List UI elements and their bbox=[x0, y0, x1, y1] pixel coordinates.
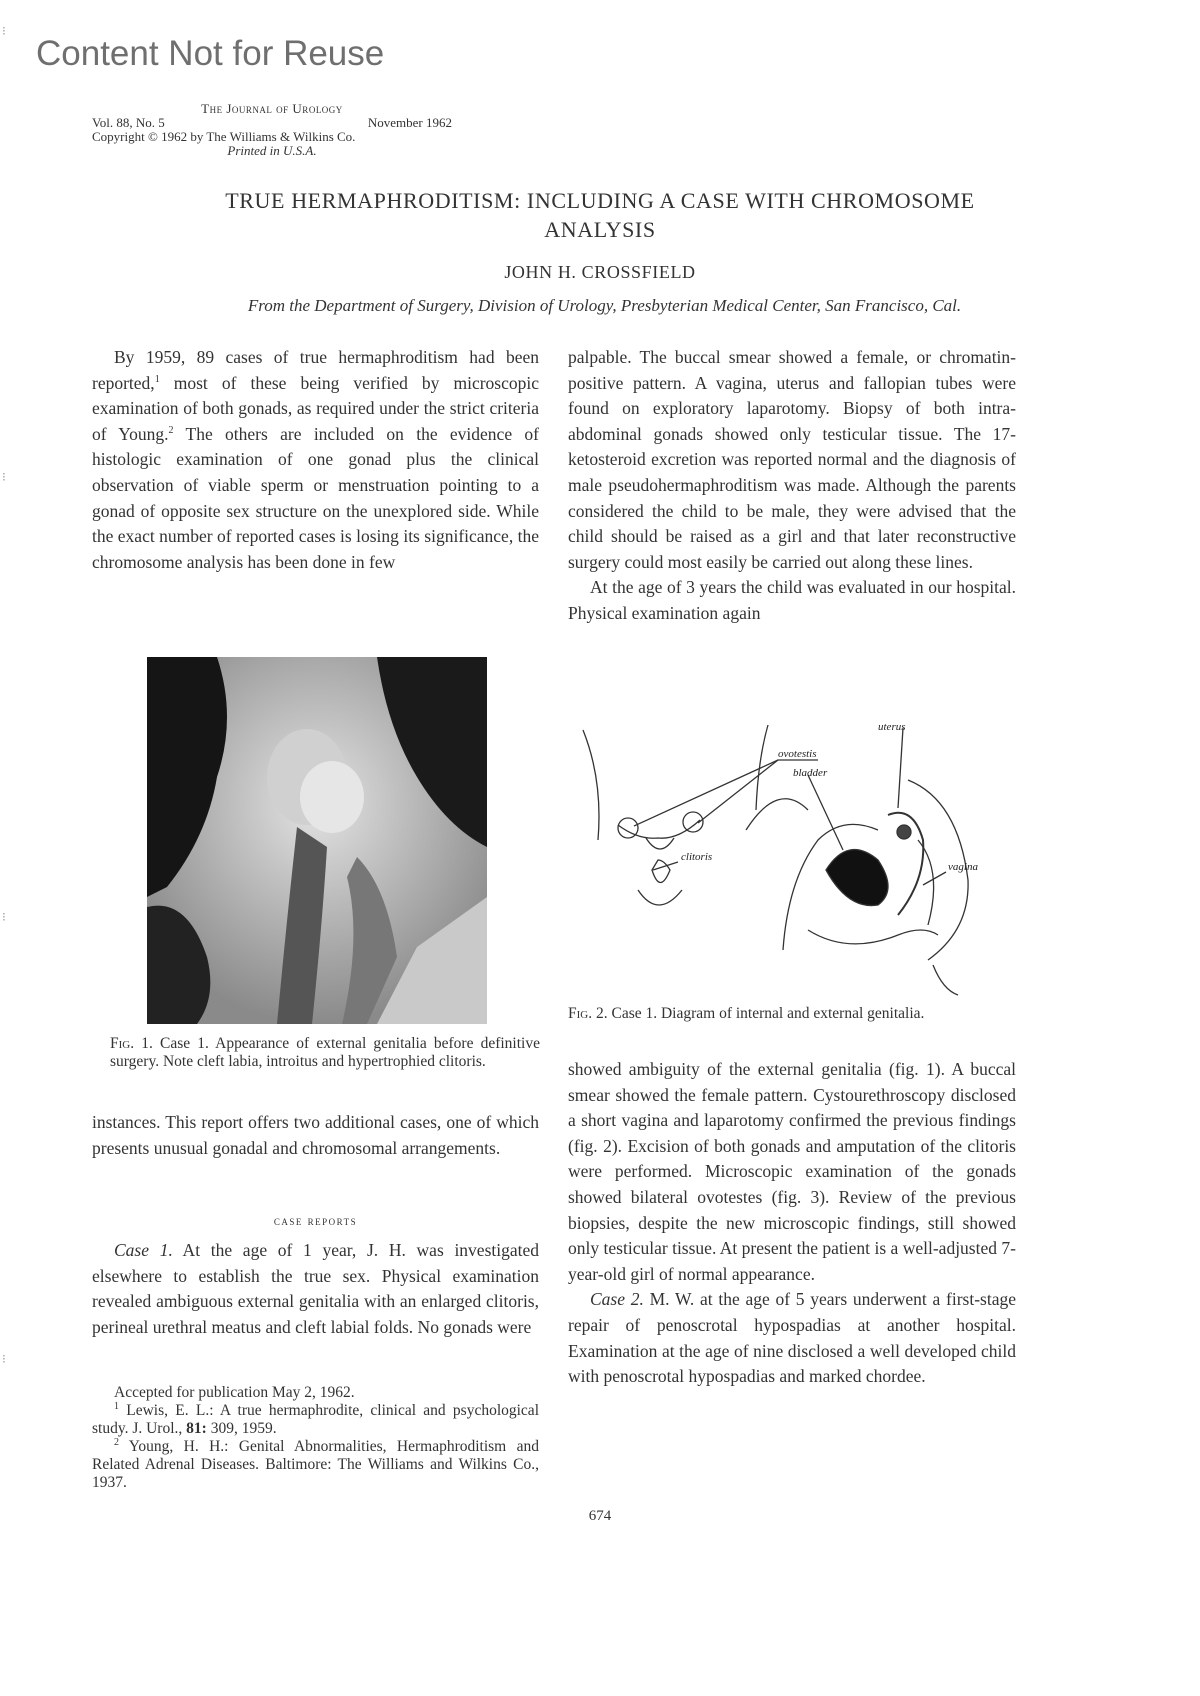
uterus-front bbox=[646, 838, 674, 849]
paragraph: showed ambiguity of the external genitalia (fig. 1). A buccal smear showed the female pattern. Cystourethroscopy disclosed a short vagina and laparotomy confirmed the previous findings (fig. 2). Excision of both gonads and amputation of the clitoris were performed. Microscopic examination of the gonads showed bilateral ovotestes (fig. 3). Review of the previous biopsies, despite the new microscopic findings, still showed only testicular tissue. At present the patient is a well-adjusted 7-year-old girl of normal appearance. bbox=[568, 1059, 1016, 1284]
author: JOHN H. CROSSFIELD bbox=[504, 262, 696, 282]
clitoris-shape bbox=[652, 860, 670, 883]
intro-paragraph: By 1959, 89 cases of true hermaphroditism had been reported,$^1$ most of these being verified by microscopic examination of both gonads, as required under the strict criteria of Young.$^2$ The others are included on the evidence of histologic examination of one gonad plus the clinical observation of viable sperm or menstruation pointing to a gonad of opposite sex structure on the unexplored side. While the exact number of reported cases is losing its significance, the chromosome analysis has been done in few bbox=[92, 347, 539, 572]
left-column-top bbox=[92, 345, 539, 575]
left-column-bottom bbox=[92, 1110, 539, 1161]
issue-date: November 1962 bbox=[367, 115, 452, 130]
title-line-2: ANALYSIS bbox=[544, 217, 656, 242]
accepted-note: Accepted for publication May 2, 1962. bbox=[114, 1384, 355, 1401]
edge-mark: ⁝ bbox=[2, 24, 6, 38]
right-column-top bbox=[568, 345, 1016, 627]
figure-1-image bbox=[147, 657, 487, 1024]
edge-mark: ⁝ bbox=[2, 910, 6, 924]
label-bladder: bladder bbox=[793, 767, 828, 779]
case-label: Case 1. bbox=[114, 1240, 173, 1260]
volume: Vol. 88, No. 5 bbox=[92, 115, 165, 130]
outline bbox=[638, 890, 682, 905]
edge-mark: ⁝ bbox=[2, 1352, 6, 1366]
fallopian-tubes bbox=[618, 820, 700, 838]
edge-mark: ⁝ bbox=[2, 470, 6, 484]
figure-2-diagram bbox=[578, 720, 1008, 1000]
label-vagina: vagina bbox=[948, 861, 978, 873]
rectum bbox=[918, 840, 934, 925]
printed-in: Printed in U.S.A. bbox=[227, 143, 317, 158]
right-column-bottom: showed ambiguity of the external genitalia (fig. 1). A buccal smear showed the female pattern. Cystourethroscopy disclosed a short vagina and laparotomy confirmed the previous findings (fig. 2). Excision of both gonads and amputation of the clitoris were performed. Microscopic examination of the gonads showed bilateral ovotestes (fig. 3). Review of the previous biopsies, despite the new microscopic findings, still showed only testicular tissue. At present the patient is a well-adjusted 7-year-old girl of normal appearance. Case 2. M. W. at the age of 5 years underwent a first-stage repair of penoscrotal hypospadias at another hospital. Examination at the age of nine disclosed a well developed child with penoscrotal hypospadias and marked chordee. bbox=[568, 1059, 1016, 1387]
footnote-2: $^2$ Young, H. H.: Genital Abnormalities, Hermaphroditism and Related Adrenal Diseases. Baltimore: The Williams and Wilkins Co., 1937. bbox=[92, 1436, 539, 1491]
leader-line bbox=[808, 775, 843, 850]
perineum bbox=[808, 930, 938, 944]
figure-1-photo bbox=[147, 657, 487, 1024]
figure-1-label: Fig. 1. bbox=[110, 1035, 153, 1052]
leader-line bbox=[923, 872, 946, 885]
case-1-text: Case 1. At the age of 1 year, J. H. was investigated elsewhere to establish the true sex. Physical examination revealed ambiguous external genitalia with an enlarged clitoris, perineal urethral meatus and cleft labial folds. No gonads were bbox=[92, 1240, 540, 1337]
footnote-ref: 2 bbox=[168, 424, 174, 436]
paragraph: palpable. The buccal smear showed a female, or chromatin-positive pattern. A vagina, uterus and fallopian tubes were found on exploratory laparotomy. Biopsy of both intra-abdominal gonads showed only testicular tissue. The 17-ketosteroid excretion was reported normal and the diagnosis of male pseudohermaphroditism was made. Although the parents considered the child to be male, they were advised that the child should be raised as a girl and that later reconstructive surgery could most easily be carried out along these lines. bbox=[568, 347, 1016, 572]
paragraph: instances. This report offers two additional cases, one of which presents unusual gonadal and chromosomal arrangements. bbox=[92, 1112, 539, 1158]
watermark: Content Not for Reuse bbox=[36, 34, 385, 73]
footnote-1: $^1$ Lewis, E. L.: A true hermaphrodite, clinical and psychological study. J. Urol., 81: 309, 1959. bbox=[92, 1400, 539, 1437]
ovotestis-side bbox=[897, 825, 911, 839]
copyright: Copyright © 1962 by The Williams & Wilkins Co. bbox=[92, 129, 356, 144]
label-clitoris: clitoris bbox=[681, 851, 713, 863]
label-uterus: uterus bbox=[878, 721, 906, 733]
outline bbox=[933, 965, 958, 995]
journal-name: The Journal of Urology bbox=[201, 101, 343, 116]
figure-2-caption: Fig. 2. Case 1. Diagram of internal and external genitalia. bbox=[568, 1005, 925, 1022]
body-outline bbox=[746, 799, 808, 830]
body-outline bbox=[583, 730, 599, 840]
figure-2-label: Fig. 2. bbox=[568, 1005, 608, 1022]
footnotes bbox=[92, 1384, 539, 1492]
article-title bbox=[100, 186, 1100, 244]
footnote-ref: 1 bbox=[154, 373, 160, 385]
figure-1-caption: Fig. 1. Case 1. Appearance of external genitalia before definitive surgery. Note cleft labia, introitus and hypertrophied clitoris. bbox=[110, 1035, 540, 1070]
affiliation: From the Department of Surgery, Division of Urology, Presbyterian Medical Center, San Francisco, Cal. bbox=[247, 296, 962, 315]
label-ovotestis: ovotestis bbox=[778, 748, 817, 760]
case-label: Case 2. bbox=[590, 1289, 644, 1310]
paragraph: At the age of 3 years the child was evaluated in our hospital. Physical examination again bbox=[568, 577, 1016, 623]
bladder-shape bbox=[826, 850, 888, 906]
section-heading: case reports bbox=[273, 1213, 358, 1228]
masthead bbox=[92, 102, 452, 158]
leader-line bbox=[898, 728, 903, 808]
title-line-1: TRUE HERMAPHRODITISM: INCLUDING A CASE WITH CHROMOSOME bbox=[225, 188, 975, 213]
page-number: 674 bbox=[588, 1508, 612, 1524]
